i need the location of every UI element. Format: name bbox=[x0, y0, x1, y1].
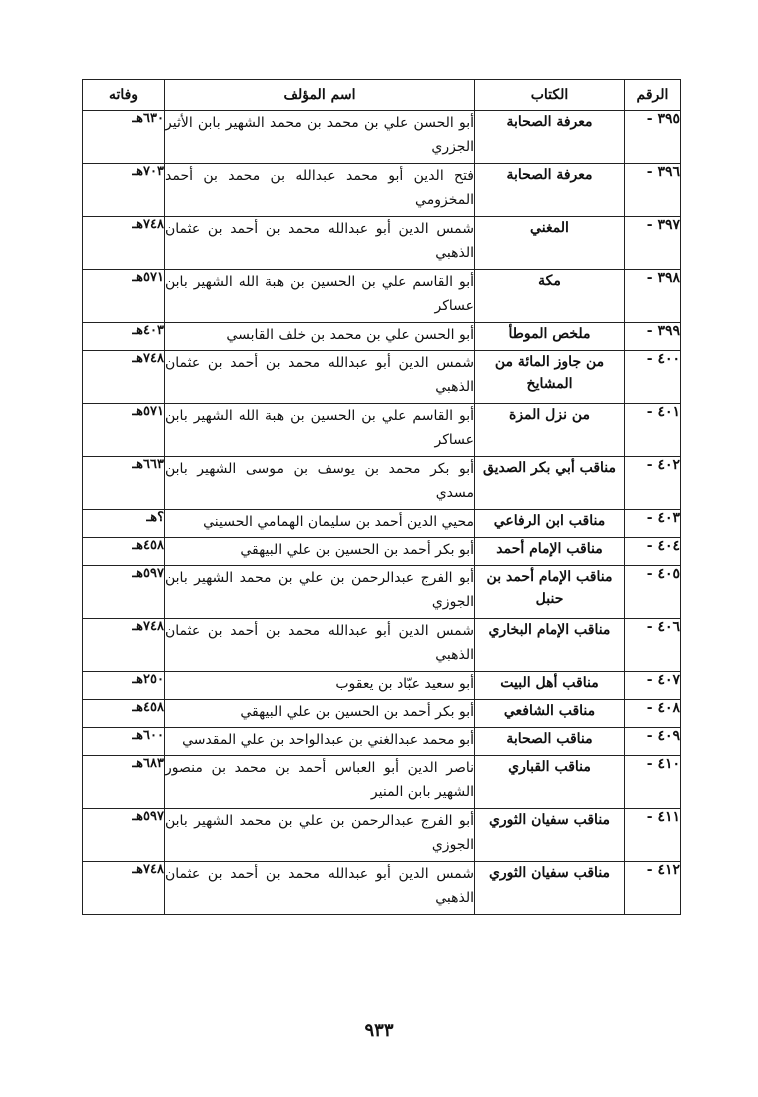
page-number: ٩٣٣ bbox=[364, 1020, 394, 1041]
row-author: شمس الدين أبو عبدالله محمد بن أحمد بن عثمان الذهبي bbox=[165, 619, 475, 672]
row-book: معرفة الصحابة bbox=[475, 111, 625, 164]
row-book: مناقب أهل البيت bbox=[475, 672, 625, 700]
table-row bbox=[83, 566, 681, 619]
row-author: أبو الحسن علي بن محمد بن محمد الشهير بابن الأثير الجزري bbox=[165, 111, 475, 164]
row-author: أبو بكر أحمد بن الحسين بن علي البيهقي bbox=[165, 538, 475, 566]
table-row bbox=[83, 538, 681, 566]
row-author: أبو بكر أحمد بن الحسين بن علي البيهقي bbox=[165, 700, 475, 728]
row-number: ٤٠٨ - bbox=[625, 700, 681, 728]
row-number: ٤٠٧ - bbox=[625, 672, 681, 700]
row-number: ٤٠٩ - bbox=[625, 728, 681, 756]
table-row bbox=[83, 404, 681, 457]
row-book: مناقب الإمام أحمد بن حنبل bbox=[475, 566, 625, 619]
table-row bbox=[83, 862, 681, 915]
row-book: مناقب أبي بكر الصديق bbox=[475, 457, 625, 510]
row-book: مناقب الإمام البخاري bbox=[475, 619, 625, 672]
row-number: ٤٠٢ - bbox=[625, 457, 681, 510]
row-book: مناقب الإمام أحمد bbox=[475, 538, 625, 566]
row-author: أبو بكر محمد بن يوسف بن موسى الشهير بابن مسدي bbox=[165, 457, 475, 510]
table-body bbox=[83, 111, 681, 915]
row-author: شمس الدين أبو عبدالله محمد بن أحمد بن عثمان الذهبي bbox=[165, 862, 475, 915]
row-book: مناقب ابن الرفاعي bbox=[475, 510, 625, 538]
row-book: مناقب سفيان الثوري bbox=[475, 862, 625, 915]
row-death: ٤٥٨هـ bbox=[83, 700, 165, 728]
row-death: ٥٧١هـ bbox=[83, 404, 165, 457]
row-author: ناصر الدين أبو العباس أحمد بن محمد بن منصور الشهير بابن المنير bbox=[165, 756, 475, 809]
row-number: ٣٩٦ - bbox=[625, 164, 681, 217]
row-death: ٧٤٨هـ bbox=[83, 619, 165, 672]
row-author: محيي الدين أحمد بن سليمان الهمامي الحسيني bbox=[165, 510, 475, 538]
row-number: ٤١١ - bbox=[625, 809, 681, 862]
row-death: ٧٤٨هـ bbox=[83, 217, 165, 270]
row-author: أبو القاسم علي بن الحسين بن هبة الله الشهير بابن عساكر bbox=[165, 404, 475, 457]
row-author: شمس الدين أبو عبدالله محمد بن أحمد بن عثمان الذهبي bbox=[165, 351, 475, 404]
row-author: أبو محمد عبدالغني بن عبدالواحد بن علي المقدسي bbox=[165, 728, 475, 756]
table-row bbox=[83, 809, 681, 862]
row-book: ملخص الموطأ bbox=[475, 323, 625, 351]
row-number: ٤٠٤ - bbox=[625, 538, 681, 566]
table-row bbox=[83, 728, 681, 756]
table-row bbox=[83, 619, 681, 672]
books-table bbox=[82, 79, 681, 915]
row-death: ٥٧١هـ bbox=[83, 270, 165, 323]
row-author: شمس الدين أبو عبدالله محمد بن أحمد بن عثمان الذهبي bbox=[165, 217, 475, 270]
row-number: ٤١٠ - bbox=[625, 756, 681, 809]
row-number: ٣٩٧ - bbox=[625, 217, 681, 270]
row-number: ٣٩٨ - bbox=[625, 270, 681, 323]
table-row bbox=[83, 111, 681, 164]
row-death: ٤٠٣هـ bbox=[83, 323, 165, 351]
table-row bbox=[83, 672, 681, 700]
row-death: ٢٥٠هـ bbox=[83, 672, 165, 700]
row-number: ٣٩٥ - bbox=[625, 111, 681, 164]
row-book: من نزل المزة bbox=[475, 404, 625, 457]
row-number: ٤٠٠ - bbox=[625, 351, 681, 404]
table-row bbox=[83, 270, 681, 323]
row-book: مناقب الشافعي bbox=[475, 700, 625, 728]
table-row bbox=[83, 700, 681, 728]
row-book: معرفة الصحابة bbox=[475, 164, 625, 217]
row-author: فتح الدين أبو محمد عبدالله بن محمد بن أحمد المخزومي bbox=[165, 164, 475, 217]
row-number: ٤١٢ - bbox=[625, 862, 681, 915]
row-author: أبو الفرج عبدالرحمن بن علي بن محمد الشهير بابن الجوزي bbox=[165, 566, 475, 619]
row-death: ٤٥٨هـ bbox=[83, 538, 165, 566]
row-death: ٦٨٣هـ bbox=[83, 756, 165, 809]
row-number: ٣٩٩ - bbox=[625, 323, 681, 351]
row-death: ٥٩٧هـ bbox=[83, 566, 165, 619]
header-author: اسم المؤلف bbox=[165, 80, 475, 111]
table-row bbox=[83, 756, 681, 809]
table-row bbox=[83, 510, 681, 538]
row-death: ٧٤٨هـ bbox=[83, 862, 165, 915]
row-death: ٦٠٠هـ bbox=[83, 728, 165, 756]
row-death: ٦٦٣هـ bbox=[83, 457, 165, 510]
row-book: المغني bbox=[475, 217, 625, 270]
row-book: من جاوز المائة من المشايخ bbox=[475, 351, 625, 404]
row-death: ؟هـ bbox=[83, 510, 165, 538]
header-number: الرقم bbox=[625, 80, 681, 111]
table-row bbox=[83, 457, 681, 510]
row-author: أبو القاسم علي بن الحسين بن هبة الله الشهير بابن عساكر bbox=[165, 270, 475, 323]
row-death: ٧٤٨هـ bbox=[83, 351, 165, 404]
row-book: مناقب القباري bbox=[475, 756, 625, 809]
table-row bbox=[83, 217, 681, 270]
row-number: ٤٠٦ - bbox=[625, 619, 681, 672]
header-book: الكتاب bbox=[475, 80, 625, 111]
table-row bbox=[83, 164, 681, 217]
row-death: ٥٩٧هـ bbox=[83, 809, 165, 862]
row-number: ٤٠٥ - bbox=[625, 566, 681, 619]
row-death: ٧٠٣هـ bbox=[83, 164, 165, 217]
table-header bbox=[83, 80, 681, 111]
row-number: ٤٠٣ - bbox=[625, 510, 681, 538]
row-book: مناقب الصحابة bbox=[475, 728, 625, 756]
table-row bbox=[83, 323, 681, 351]
row-book: مكة bbox=[475, 270, 625, 323]
row-author: أبو الفرج عبدالرحمن بن علي بن محمد الشهير بابن الجوزي bbox=[165, 809, 475, 862]
row-death: ٦٣٠هـ bbox=[83, 111, 165, 164]
row-author: أبو سعيد عبّاد بن يعقوب bbox=[165, 672, 475, 700]
row-number: ٤٠١ - bbox=[625, 404, 681, 457]
header-death: وفاته bbox=[83, 80, 165, 111]
table-row bbox=[83, 351, 681, 404]
row-author: أبو الحسن علي بن محمد بن خلف القابسي bbox=[165, 323, 475, 351]
row-book: مناقب سفيان الثوري bbox=[475, 809, 625, 862]
